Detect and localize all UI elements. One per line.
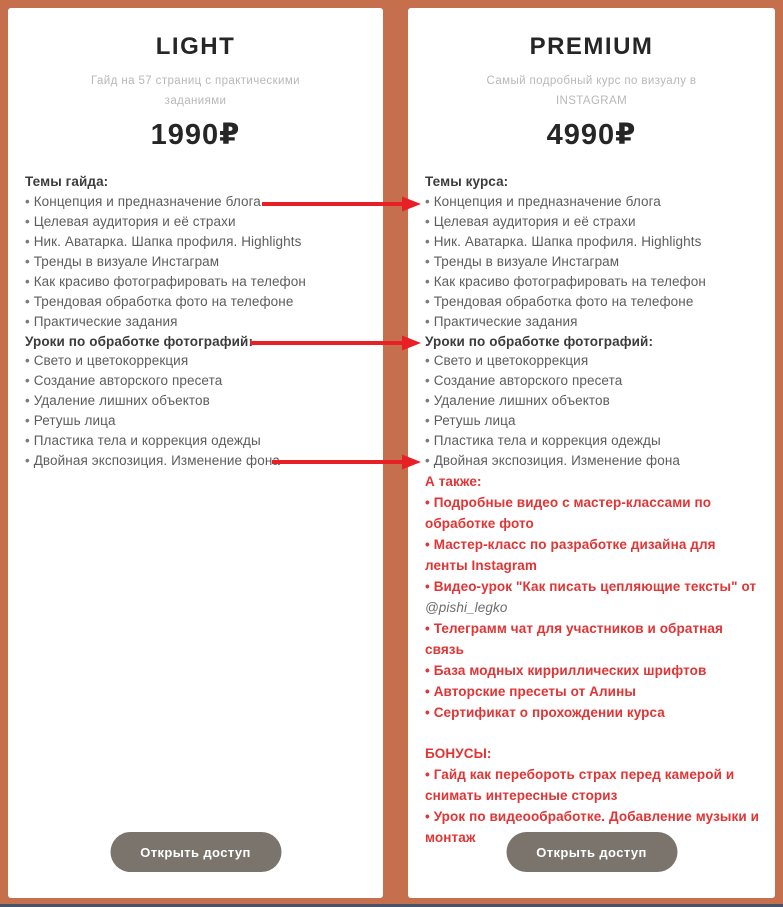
list-item: • Тренды в визуале Инстаграм <box>425 252 759 272</box>
pricing-card-premium <box>408 8 775 898</box>
list-item: • База модных кирриллических шрифтов <box>425 660 759 681</box>
section-header: Темы курса: <box>425 174 509 190</box>
feature-list <box>25 351 367 470</box>
plan-subtitle: Самый подробный курс по визуалу в INSTAGRAM <box>486 75 697 108</box>
open-access-button-light[interactable]: Открыть доступ <box>110 832 281 872</box>
feature-list <box>425 192 759 331</box>
list-item: • Создание авторского пресета <box>425 371 759 391</box>
list-item: • Как красиво фотографировать на телефон <box>25 272 367 292</box>
section-header: БОНУСЫ: <box>425 745 492 761</box>
list-item: • Трендовая обработка фото на телефоне <box>425 292 759 312</box>
plan-price: 4990₽ <box>546 119 637 152</box>
list-item: • Пластика тела и коррекция одежды <box>25 431 367 451</box>
list-item: • Удаление лишних объектов <box>425 391 759 411</box>
pricing-card-light <box>8 8 383 898</box>
list-item: • Практические задания <box>25 312 367 332</box>
list-item: • Целевая аудитория и её страхи <box>25 212 367 232</box>
list-item: • Телеграмм чат для участников и обратная связь <box>425 618 759 660</box>
list-item: • Свето и цветокоррекция <box>425 351 759 371</box>
plan-title: PREMIUM <box>529 33 654 60</box>
list-item: • Концепция и предназначение блога <box>25 192 367 212</box>
open-access-button-premium[interactable]: Открыть доступ <box>506 832 677 872</box>
list-item: • Ник. Аватарка. Шапка профиля. Highlights <box>425 232 759 252</box>
plan-price: 1990₽ <box>150 119 241 152</box>
instagram-handle: @pishi_legko <box>425 599 508 615</box>
premium-extras-block <box>425 471 759 848</box>
list-item <box>425 576 759 618</box>
plan-subtitle: Гайд на 57 страниц с практическими заданиями <box>91 75 300 108</box>
list-item: • Удаление лишних объектов <box>25 391 367 411</box>
list-item: • Урок по видеообработке. Добавление музыки и монтаж <box>425 806 759 848</box>
list-item: • Целевая аудитория и её страхи <box>425 212 759 232</box>
list-item: • Тренды в визуале Инстаграм <box>25 252 367 272</box>
list-item: • Авторские пресеты от Алины <box>425 681 759 702</box>
section-header: Уроки по обработке фотографий: <box>25 333 254 349</box>
list-item: • Создание авторского пресета <box>25 371 367 391</box>
section-header: Темы гайда: <box>25 174 109 190</box>
plan-feature-lists <box>25 172 367 471</box>
feature-list-extras <box>425 492 759 723</box>
list-item: • Концепция и предназначение блога <box>425 192 759 212</box>
list-item: • Сертификат о прохождении курса <box>425 702 759 723</box>
plan-feature-lists <box>425 172 759 848</box>
list-item: • Двойная экспозиция. Изменение фона <box>25 451 367 471</box>
feature-list <box>25 192 367 331</box>
list-item: • Ретушь лица <box>425 411 759 431</box>
list-item-text: Видео-урок "Как писать цепляющие тексты" от <box>433 578 757 594</box>
list-item: • Практические задания <box>425 312 759 332</box>
section-header: Уроки по обработке фотографий: <box>425 333 654 349</box>
list-item: • Двойная экспозиция. Изменение фона <box>425 451 759 471</box>
feature-list <box>425 351 759 470</box>
list-item: • Мастер-класс по разработке дизайна для ленты Instagram <box>425 534 759 576</box>
plan-title: LIGHT <box>155 33 236 60</box>
section-header: А также: <box>425 473 482 489</box>
list-item: • Ретушь лица <box>25 411 367 431</box>
list-item: • Как красиво фотографировать на телефон <box>425 272 759 292</box>
list-item: • Подробные видео с мастер-классами по обработке фото <box>425 492 759 534</box>
list-item: • Пластика тела и коррекция одежды <box>425 431 759 451</box>
list-item: • Ник. Аватарка. Шапка профиля. Highlights <box>25 232 367 252</box>
list-item: • Свето и цветокоррекция <box>25 351 367 371</box>
list-item: • Гайд как перебороть страх перед камерой и снимать интересные сториз <box>425 764 759 806</box>
list-item: • Трендовая обработка фото на телефоне <box>25 292 367 312</box>
